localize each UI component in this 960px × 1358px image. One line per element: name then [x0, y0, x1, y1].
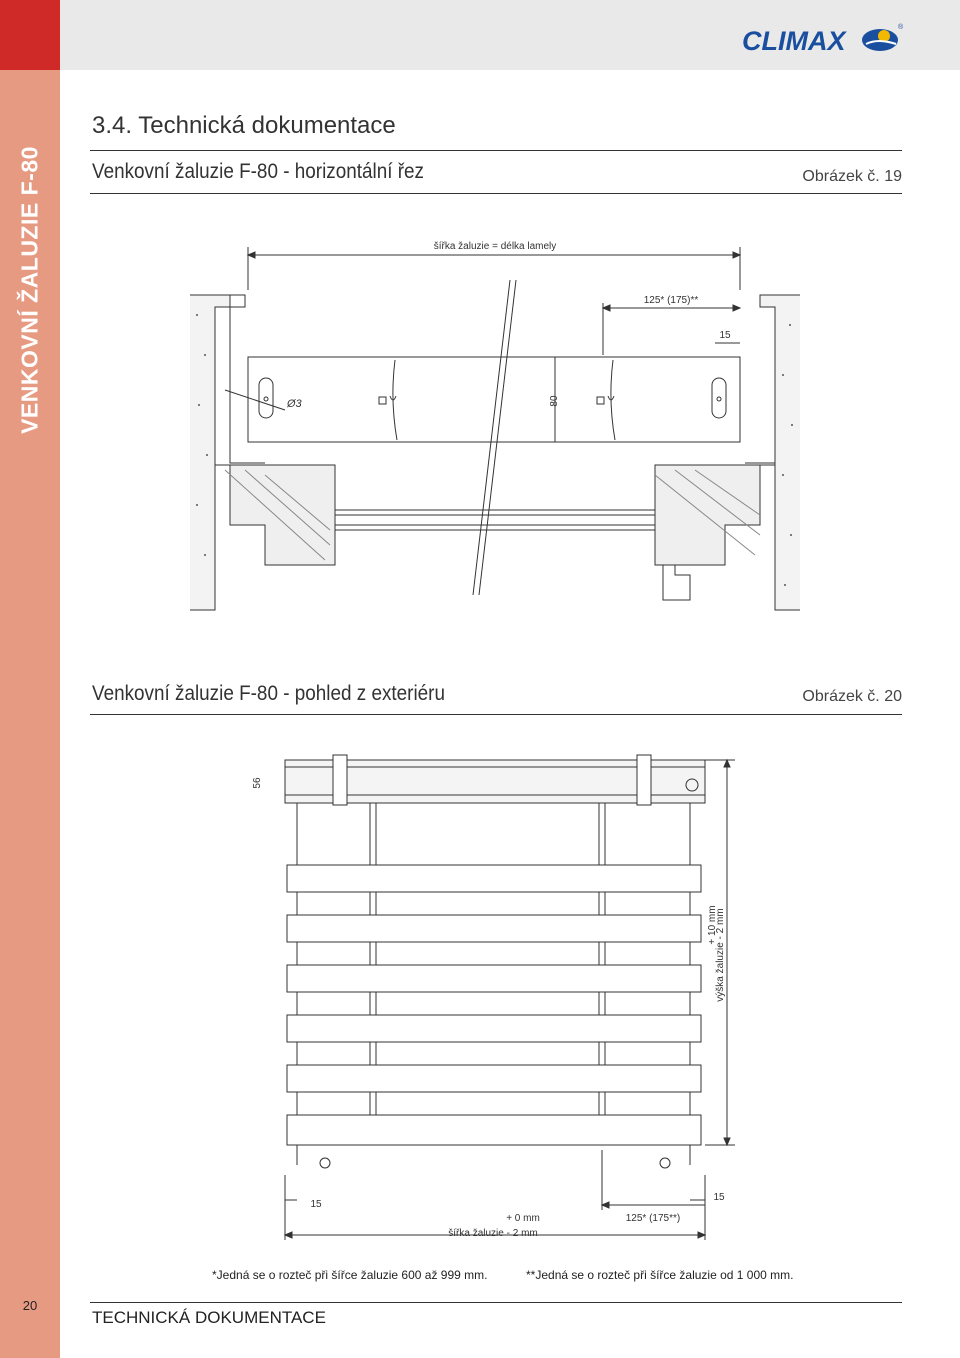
fig19-edge-label: 15 [719, 330, 731, 341]
section-title: 3.4. Technická dokumentace [92, 112, 396, 139]
section-rule [90, 150, 902, 151]
fig20-width-label: šířka žaluzie - 2 mm [448, 1228, 538, 1239]
fig20-height-plus-label: + 10 mm [707, 905, 718, 945]
footer-title: TECHNICKÁ DOKUMENTACE [92, 1308, 326, 1327]
figure-20-title: Venkovní žaluzie F-80 - pohled z exteriéru [92, 682, 445, 705]
figure-19-rule [90, 193, 902, 194]
fig19-diameter-label: Ø3 [287, 398, 302, 410]
logo-text: CLIMAX [742, 26, 846, 56]
footnote-right: **Jedná se o rozteč při šířce žaluzie od 1 000 mm. [526, 1268, 794, 1282]
figure-20-rule [90, 714, 902, 715]
fig20-width-plus-label: + 0 mm [506, 1213, 540, 1224]
logo-registered-mark: ® [898, 24, 904, 31]
climax-logo [740, 22, 905, 56]
footer-rule [90, 1302, 902, 1303]
fig19-width-label: šířka žaluzie = délka lamely [433, 241, 557, 252]
sidebar [0, 0, 60, 1358]
figure-20-number: Obrázek č. 20 [802, 688, 902, 705]
sidebar-top-block [0, 0, 60, 70]
fig19-spacing-label: 125* (175)** [643, 295, 699, 306]
fig20-height-label: výška žaluzie - 2 mm [715, 908, 726, 1002]
sidebar-vertical-label: VENKOVNÍ ŽALUZIE F-80 [16, 146, 43, 434]
fig20-head-height-label: 56 [252, 777, 263, 789]
fig19-height-label: 80 [549, 395, 560, 407]
page-number: 20 [22, 1298, 38, 1313]
figure-19-number: Obrázek č. 19 [802, 168, 902, 185]
fig20-edge-left-label: 15 [310, 1199, 322, 1210]
horizontal-section-drawing [185, 235, 805, 615]
fig20-edge-right-label: 15 [713, 1192, 725, 1203]
exterior-view-drawing [245, 745, 745, 1245]
fig20-spacing-label: 125* (175**) [625, 1213, 681, 1224]
footnote-left: *Jedná se o rozteč při šířce žaluzie 600 až 999 mm. [212, 1268, 488, 1282]
figure-19-title: Venkovní žaluzie F-80 - horizontální řez [92, 160, 424, 183]
